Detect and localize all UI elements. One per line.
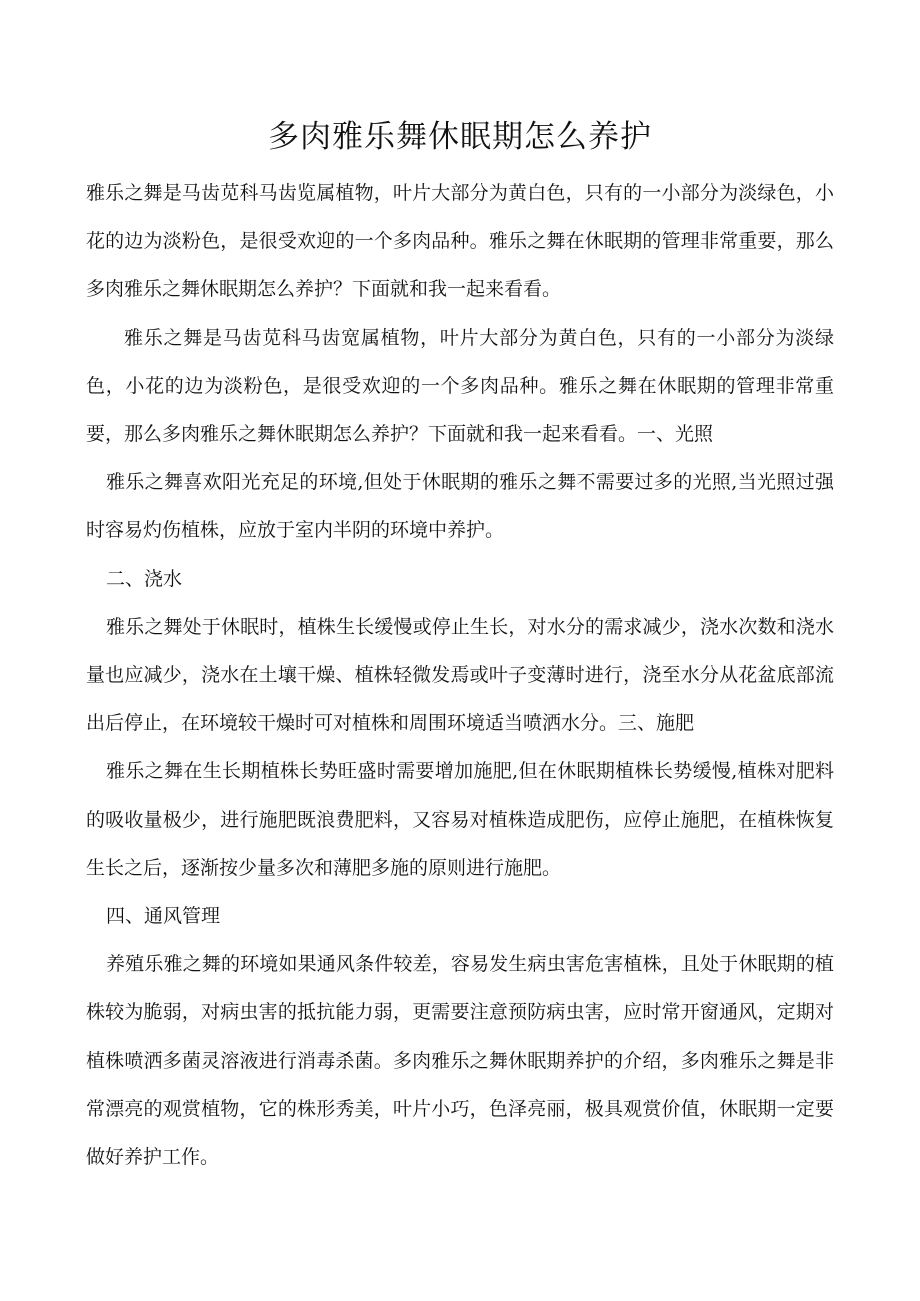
paragraph-fertilizing: 雅乐之舞在生长期植株长势旺盛时需要增加施肥,但在休眠期植株长势缓慢,植株对肥料的吸收量极少，进行施肥既浪费肥料，又容易对植株造成肥伤，应停止施肥，在植株恢复生长之后，逐渐按少量多次和薄肥多施的原则进行施肥。 [86, 760, 834, 879]
document-title: 多肉雅乐舞休眠期怎么养护 [268, 119, 652, 155]
section-heading-ventilation: 四、通风管理 [106, 905, 221, 928]
paragraph-watering-fertilizing: 雅乐之舞处于休眠时，植株生长缓慢或停止生长，对水分的需求减少，浇水次数和浇水量也应减少，浇水在土壤干燥、植株轻微发焉或叶子变薄时进行，浇至水分从花盆底部流出后停止，在环境较干燥时可对植株和周围环境适当喷洒水分。三、施肥 [86, 615, 834, 735]
paragraph-light: 雅乐之舞喜欢阳光充足的环境,但处于休眠期的雅乐之舞不需要过多的光照,当光照过强时容易灼伤植株，应放于室内半阴的环境中养护。 [86, 471, 834, 542]
paragraph-ventilation-summary: 养殖乐雅之舞的环境如果通风条件较差，容易发生病虫害危害植株，且处于休眠期的植株较为脆弱，对病虫害的抵抗能力弱，更需要注意预防病虫害，应时常开窗通风，定期对植株喷洒多菌灵溶液进行消毒杀菌。多肉雅乐之舞休眠期养护的介绍，多肉雅乐之舞是非常漂亮的观赏植物，它的株形秀美，叶片小巧，色泽亮丽，极具观赏价值，休眠期一定要做好养护工作。 [86, 953, 834, 1169]
paragraph-intro: 雅乐之舞是马齿苋科马齿览属植物，叶片大部分为黄白色，只有的一小部分为淡绿色，小花的边为淡粉色，是很受欢迎的一个多肉品种。雅乐之舞在休眠期的管理非常重要，那么多肉雅乐之舞休眠期怎么养护？下面就和我一起来看看。 [86, 182, 834, 301]
section-heading-watering: 二、浇水 [106, 567, 183, 590]
paragraph-intro-repeat-light: 雅乐之舞是马齿苋科马齿宽属植物，叶片大部分为黄白色，只有的一小部分为淡绿色，小花的边为淡粉色，是很受欢迎的一个多肉品种。雅乐之舞在休眠期的管理非常重要，那么多肉雅乐之舞休眠期怎么养护？下面就和我一起来看看。一、光照 [86, 326, 834, 446]
document-body [86, 169, 834, 1181]
